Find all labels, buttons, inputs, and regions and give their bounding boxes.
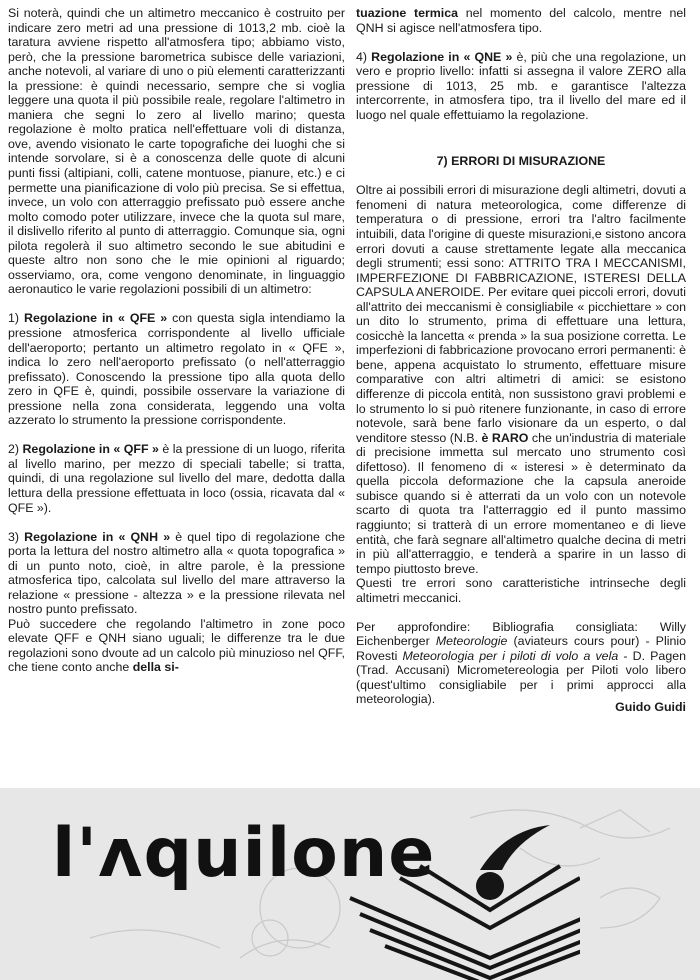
final-paragraph xyxy=(8,617,345,675)
aquilone-logo: l'ʌquilone xyxy=(52,814,436,893)
qne-paragraph xyxy=(356,50,686,123)
right-column xyxy=(356,6,686,707)
qnh-paragraph xyxy=(8,530,345,617)
qff-text: è la pressione di un luogo, riferita al livello marino, per mezzo di speciali tabelle; si tratta, quindi, di una regolazione sul livello del mare, dedotta dalla lettura della pressione effettuata in loco (ossia, ricavata dal « QFE »). xyxy=(8,442,345,515)
qfe-number: 1) xyxy=(8,311,24,326)
left-column xyxy=(8,6,345,675)
qne-number: 4) xyxy=(356,49,372,64)
continuation-bold: tuazione termica xyxy=(356,6,459,20)
qnh-number: 3) xyxy=(8,529,25,544)
intro-paragraph: Si noterà, quindi che un altimetro meccanico è costruito per indicare zero metri ad una pressione di 1013,2 mb. cioè la taratura avviene rispetto all'atmosfera tipo; abbiamo visto, però, che la pressione barometrica subisce delle variazioni, anche notevoli, al variare di uno o più elementi caratterizzanti la pressione: è quindi necessario, sempre che si voglia leggere una quota il più possibile reale, regolare l'altimetro in maniera che segni lo zero al livello marino; questa regolazione è molto pratica nell'effettuare voli di distanza, ove, avendo visionato le carte topografiche dei luoghi che si intende sorvolare, si è a conoscenza delle quote di alcuni punti fissi (altipiani, colli, catene montuose, pianure, etc.) e ci permette una pianificazione di volo più precisa. Se si effettua, invece, un volo con atterraggio prefissato può essere anche molto comodo poter utilizzare, invece che la quota sul mare, il dislivello riferito al punto di atterraggio. Comunque sia, ogni pilota regolerà il suo altimetro secondo le sue abitudini e queste altro non sono che le mie opinioni al riguardo; osserviamo, ora, come vengono denominate, in linguaggio aeronautico le varie regolazioni possibili di un altimetro: xyxy=(8,6,345,297)
qne-text: è, più che una regolazione, un vero e proprio livello: infatti si assegna il valore ZERO alla pressione di 1013, 25 mb. e garantisce l'altezza intercorrente, in atmosfera tipo, tra il livello del mare ed il luogo nel quale effettuiamo la regolazione. xyxy=(356,49,687,122)
qfe-paragraph xyxy=(8,311,345,427)
errors-text-a: Oltre ai possibili errori di misurazione degli altimetri, dovuti a fenomeni di natura meteorologica, come differenze di temperatura o di pressione, errori tra l'altro facilmente intuibili, data l'origine di queste misurazioni,e sistono ancora errori dovuti a cause strettamente legate alla meccanica degli strumenti; essi sono: ATTRITO TRA I MECCANISMI, IMPERFEZIONE DI FABBRICAZIONE, ISTERESI DELLA CAPSULA ANEROIDE. Per evitare quei piccoli errori, dovuti all'attrito dei meccanismi è consigliabile « picchiettare » con un dito lo strumento, prima di effettuare una lettura, cosicchè la lancetta « prenda » la sua posizione corretta. Le imperfezioni di fabbricazione provocano errori permanenti: è bene, appena acquistato lo strumento, effettuare misure comparative con altri altimetri di amici: se esistono differenze di piccola entità, non sussistono gravi problemi e lo strumento lo si può ritenere funzionante, in caso di errore notevole, sarà bene farlo visionare da un esperto, o dal venditore stesso (N.B. xyxy=(356,183,686,445)
biblio-text-a: Per approfondire: Bibliografia consigliata: Willy Eichenberger xyxy=(356,619,686,649)
biblio-title-1: Meteorologie xyxy=(435,634,508,649)
final-bold: della si- xyxy=(132,660,179,675)
qfe-text: con questa sigla intendiamo la pressione atmosferica corrispondente al livello ufficiale dell'aeroporto; pertanto un altimetro regolato in « QFE », indica lo zero nell'aeroporto prefissato (o nell'atterraggio prefissato). Conoscendo la pressione tipo alla quota dello zero in QFE è, quindi, possibile osservare la variazione di pressione nella zona considerata, leggendo una volta azzerato lo strumento la pressione corrispondente. xyxy=(8,311,345,428)
eagle-emblem-icon xyxy=(330,818,580,980)
author-signature: Guido Guidi xyxy=(615,700,686,714)
qfe-heading: Regolazione in « QFE » xyxy=(24,311,168,326)
errors-paragraph xyxy=(356,183,686,576)
biblio-text-b: (aviateurs cours pour) - Plinio Rovesti xyxy=(356,634,686,663)
errors-bold: è RARO xyxy=(481,430,529,445)
qnh-heading: Regolazione in « QNH » xyxy=(24,529,171,544)
errors-conclusion: Questi tre errori sono caratteristiche intrinseche degli altimetri meccanici. xyxy=(356,576,686,605)
final-text: Può succedere che regolando l'altimetro in zone poco elevate QFF e QNH siano uguali; le differenze tra le due regolazioni sono dvoute ad un calcolo più minuzioso nel QFF, che tiene conto anche xyxy=(8,616,345,675)
advert-banner xyxy=(0,788,700,980)
qne-heading: Regolazione in « QNE » xyxy=(371,49,513,64)
biblio-title-2: Meteorologia per i piloti di volo a vela xyxy=(402,648,619,663)
qff-number: 2) xyxy=(8,442,23,457)
bibliography xyxy=(356,620,686,707)
continuation-text: nel momento del calcolo, mentre nel QNH si agisce nell'atmosfera tipo. xyxy=(356,6,686,35)
continuation-paragraph xyxy=(356,6,686,35)
section-title: 7) ERRORI DI MISURAZIONE xyxy=(436,154,606,169)
errors-text-b: che un'industria di materiale di precisione immetta sul mercato uno strumento così difettoso). Il fenomeno di « isteresi » è determinato da quella piccola deformazione che la capsula aneroide subisce quando si è atterrati da un volo con un notevole scarto di quota tra l'atterraggio ed il punto massimo raggiunto; si tratterà di un errore momentaneo e di lieve entità, che farà segnare all'altimetro qualche decina di metri in più all'atterraggio, e tenderà a sparire in un lasso di tempo piuttosto breve. xyxy=(356,430,686,576)
qnh-text: è quel tipo di regolazione che porta la lettura del nostro altimetro alla « quota topografica » di un punto noto, cioè, in altre parole, è la pressione atmosferica tipo, calcolata sul livello del mare attraverso la relazione « pressione - altezza » e la pressione rilevata nel nostro punto prefissato. xyxy=(8,529,345,617)
qff-heading: Regolazione in « QFF » xyxy=(22,442,159,457)
biblio-text-c: - D. Pagen (Trad. Accusani) Micrometereologia per Piloti volo libero (quest'ultimo consigliabile per i primi approcci alla meteorologia). xyxy=(356,648,686,707)
qff-paragraph xyxy=(8,442,345,515)
